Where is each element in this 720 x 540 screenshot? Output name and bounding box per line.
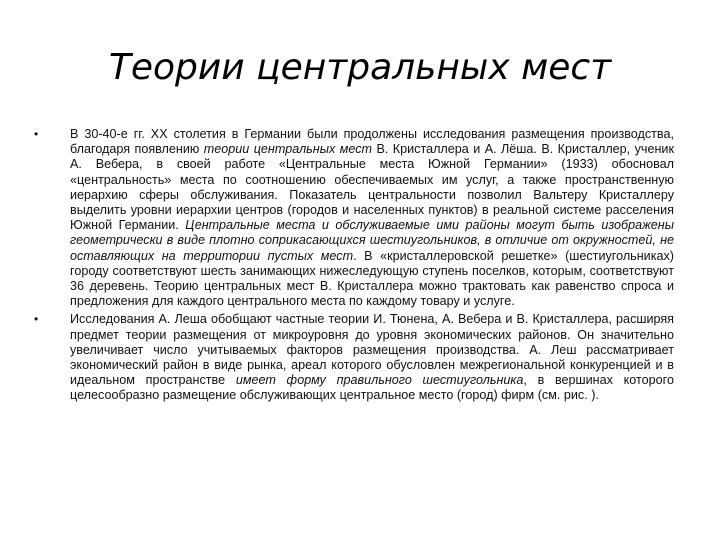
bullet-1-seg-1: В 30-40-е гг. XX столетия в Германии были продолжены исследования размещения производства, благодаря появлению	[70, 127, 674, 157]
bullet-1-seg-2: теории центральных мест	[203, 142, 373, 157]
bullet-item-1	[34, 127, 674, 309]
bullet-2-seg-2: имеет форму правильного шестиугольника	[235, 373, 524, 388]
bullet-dot-icon: •	[34, 312, 39, 327]
bullet-dot-icon: •	[34, 127, 39, 141]
bullet-item-2	[34, 312, 674, 403]
bullet-1-seg-4: Центральные места и обслуживаемые ими районы могут быть изображены геометрически в виде плотно соприкасающихся шестиугольников, в отличие от окружностей, не оставляющих на территории пустых мест	[70, 218, 675, 263]
bullet-1-seg-5: . В «кристаллеровской решетке» (шестиугольниках) городу соответствуют шесть занимающих нижеследующую ступень поселков, которым, соответствуют 36 деревень. Теорию центральных мест В. Кристаллера можно трактовать как равенство спроса и предложения для каждого центрального места по каждому товару и услуге.	[70, 248, 674, 309]
bullet-list	[34, 127, 674, 407]
bullet-2-seg-1: Исследования А. Леша обобщают частные теории И. Тюнена, А. Вебера и В. Кристаллера, расширяя предмет теории размещения от микроуровня до уровня экономических районов. Он значительно увеличивает число учитываемых факторов размещения производства. А. Леш рассматривает экономический район в виде рынка, ареал которого обусловлен межрегиональной конкуренцией и в идеальном пространстве	[70, 312, 674, 388]
bullet-2-seg-3: , в вершинах которого целесообразно размещение обслуживающих центральное место (город) фирм (см. рис. ).	[70, 373, 674, 403]
bullet-1-seg-3: В. Кристаллера и А. Лёша. В. Кристаллер, ученик А. Вебера, в своей работе «Центральные места Южной Германии» (1933) обосновал «центральность» места по соотношению обеспечиваемых им услуг, а также пространственную иерархию сферы обслуживания. Показатель центральности позволил Вальтеру Кристаллеру выделить уровни иерархии центров (городов и населенных пунктов) в реальной системе расселения Южной Германии.	[70, 142, 674, 233]
slide-title: Теории центральных мест	[108, 47, 612, 88]
